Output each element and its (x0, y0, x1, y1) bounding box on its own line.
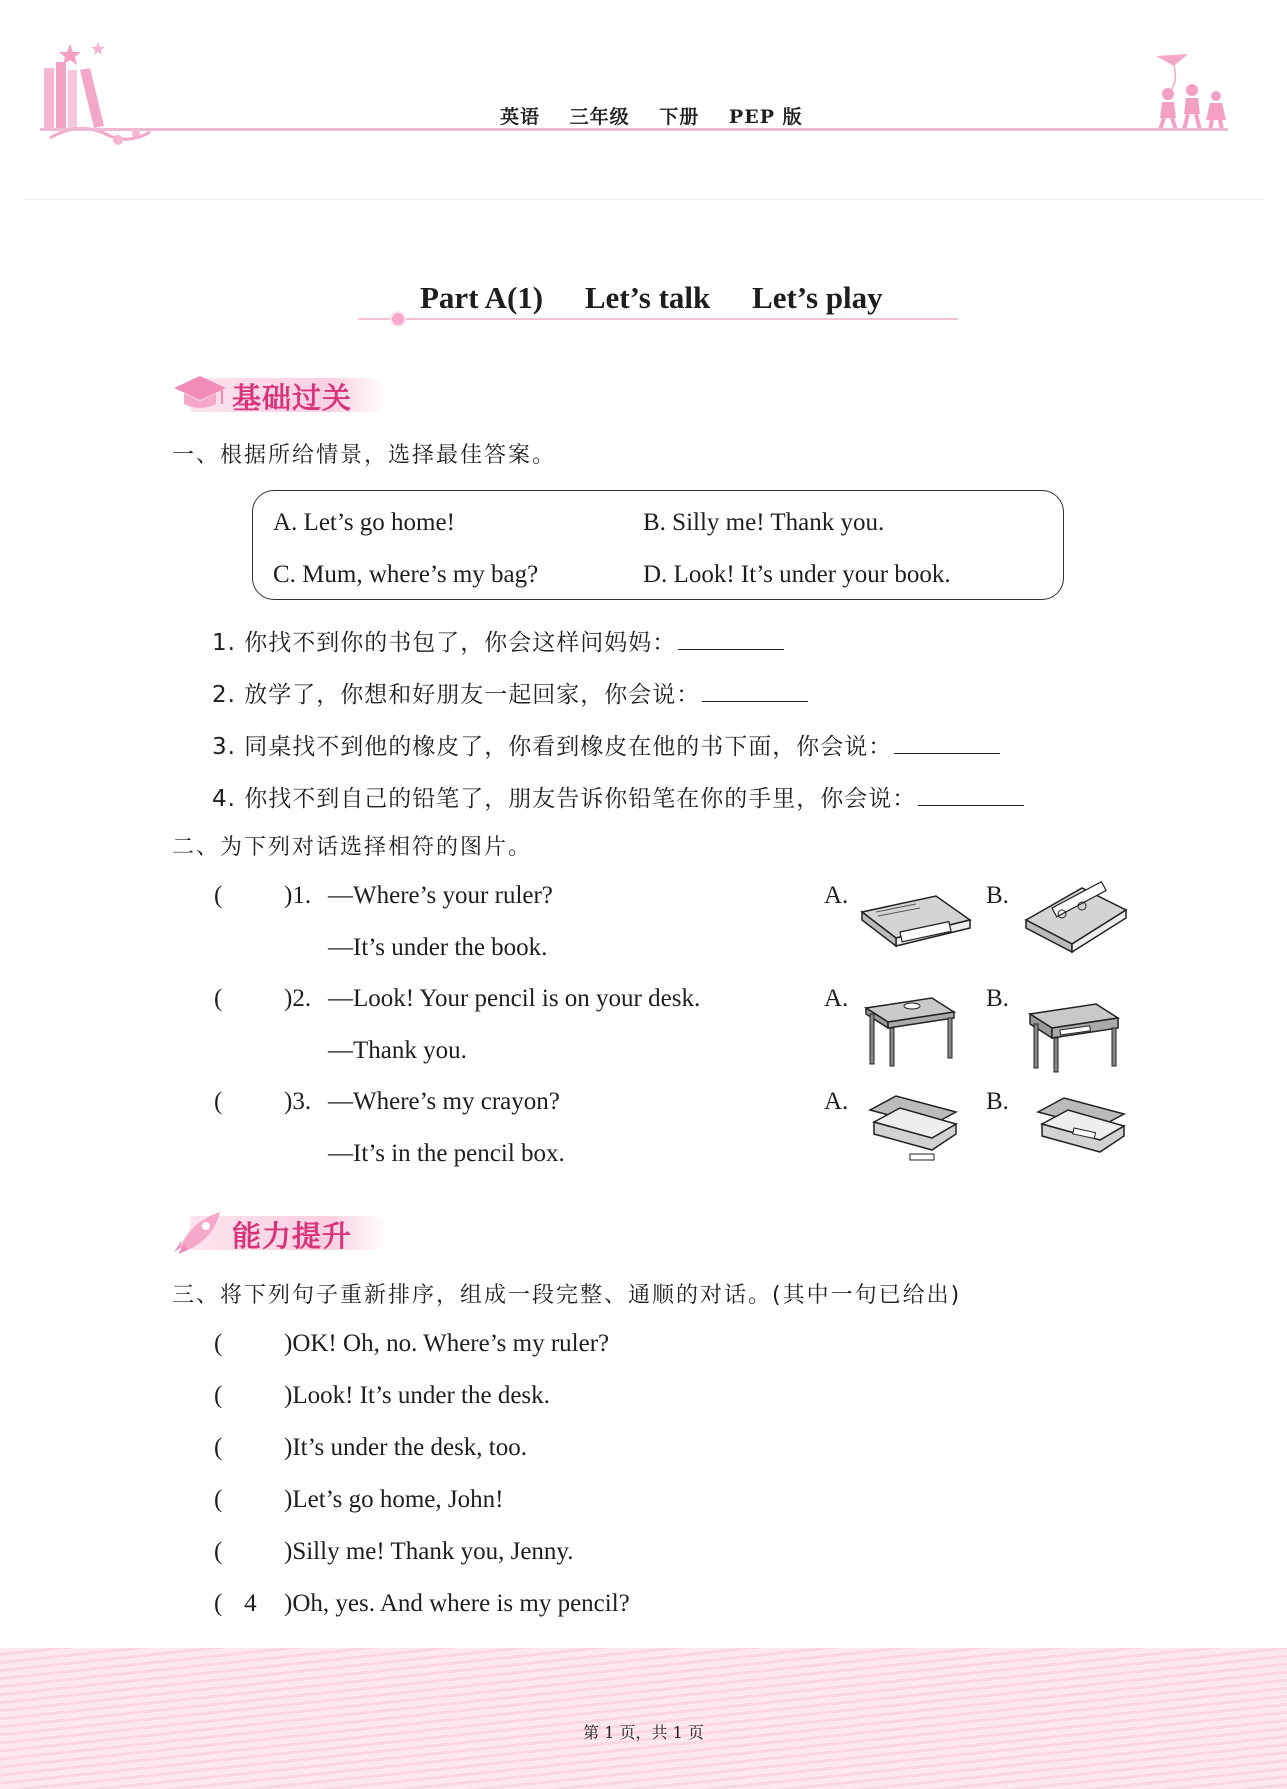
paren-open: ( (214, 1330, 223, 1357)
q2-item-2-line1: —Look! Your pencil is on your desk. (328, 985, 701, 1012)
q1-item-2 (212, 676, 808, 709)
pencil-box-crayon-outside-icon (866, 1090, 962, 1166)
paren-open: ( (214, 1590, 223, 1617)
q3-item-1-paren[interactable] (214, 1330, 278, 1358)
q2-item-1-num: )1. (284, 882, 312, 909)
q2-item-2-label-a: A. (824, 985, 849, 1012)
option-b: B. Silly me! Thank you. (643, 509, 885, 536)
q3-item-3-text: )It’s under the desk, too. (284, 1434, 528, 1461)
q2-item-3-num: )3. (284, 1088, 312, 1115)
section-basic-title: 基础过关 (232, 381, 353, 415)
answer-blank[interactable] (918, 786, 1024, 806)
q2-item-3-pic-b[interactable] (1034, 1092, 1130, 1172)
paren-open: ( (214, 1088, 223, 1115)
part-title-play: Let’s play (752, 280, 883, 315)
q3-item-1-text: )OK! Oh, no. Where’s my ruler? (284, 1330, 610, 1357)
ruler-on-book-icon (1022, 880, 1132, 956)
q1-item-4 (212, 780, 1024, 813)
q2-item-3-paren[interactable] (214, 1088, 278, 1116)
q1-item-4-text: 4. 你找不到自己的铅笔了，朋友告诉你铅笔在你的手里，你会说： (212, 786, 917, 812)
header-subject: 英语 (500, 106, 541, 128)
q3-item-5-text: )Silly me! Thank you, Jenny. (284, 1538, 574, 1565)
section-advanced-header (170, 1208, 400, 1254)
q2-item-1-label-b: B. (986, 882, 1009, 909)
paren-open: ( (214, 1382, 223, 1409)
header-title (500, 102, 825, 129)
q3-item-5-paren[interactable] (214, 1538, 278, 1566)
q2-item-1-line1: —Where’s your ruler? (328, 882, 553, 909)
part-title (420, 280, 883, 316)
desk-pencil-on-icon (862, 986, 958, 1068)
section-basic-header (170, 370, 400, 416)
part-title-underline (358, 318, 958, 320)
footer-band (0, 1648, 1287, 1789)
books-stars-icon (40, 40, 160, 150)
page-info: 第 1 页，共 1 页 (583, 1723, 704, 1742)
q3-heading: 三、将下列句子重新排序，组成一段完整、通顺的对话。(其中一句已给出) (172, 1283, 962, 1308)
q2-item-3-pic-a[interactable] (866, 1090, 962, 1170)
q2-item-3-label-a: A. (824, 1088, 849, 1115)
option-a: A. Let’s go home! (273, 509, 455, 536)
q3-item-4-text: )Let’s go home, John! (284, 1486, 504, 1513)
header-divider (40, 128, 1228, 131)
part-title-part: Part A(1) (420, 280, 544, 315)
q3-item-3-paren[interactable] (214, 1434, 278, 1462)
q3-item-2-paren[interactable] (214, 1382, 278, 1410)
header-decoration-left (40, 40, 160, 150)
q2-item-1-pic-b[interactable] (1022, 880, 1132, 960)
answer-blank[interactable] (702, 682, 808, 702)
q2-item-3-line1: —Where’s my crayon? (328, 1088, 560, 1115)
q2-item-1-paren[interactable] (214, 882, 278, 910)
answer-blank[interactable] (894, 734, 1000, 754)
q1-heading: 一、根据所给情景，选择最佳答案。 (172, 443, 557, 468)
q1-item-3 (212, 728, 1000, 761)
q2-item-1-label-a: A. (824, 882, 849, 909)
paren-open: ( (214, 882, 223, 909)
part-title-talk: Let’s talk (584, 280, 711, 315)
q3-item-4-paren[interactable] (214, 1486, 278, 1514)
paren-open: ( (214, 1538, 223, 1565)
part-title-dot (390, 311, 406, 327)
q2-item-2-paren[interactable] (214, 985, 278, 1013)
q1-item-1 (212, 624, 784, 657)
option-d: D. Look! It’s under your book. (643, 561, 951, 588)
pencil-box-crayon-inside-icon (1034, 1092, 1130, 1168)
q2-item-2-num: )2. (284, 985, 312, 1012)
header-grade: 三年级 (569, 106, 630, 128)
paren-open: ( (214, 1434, 223, 1461)
option-c: C. Mum, where’s my bag? (273, 561, 539, 588)
answer-blank[interactable] (678, 630, 784, 650)
header-edition: PEP 版 (728, 106, 803, 128)
q2-item-3-label-b: B. (986, 1088, 1009, 1115)
children-kite-icon (1148, 52, 1238, 132)
header-thin-divider (24, 199, 1264, 200)
paren-open: ( (214, 1486, 223, 1513)
q2-item-2-pic-b[interactable] (1026, 992, 1122, 1078)
q2-heading: 二、为下列对话选择相符的图片。 (172, 835, 533, 860)
q1-item-2-text: 2. 放学了，你想和好朋友一起回家，你会说： (212, 682, 701, 708)
q2-item-2-line2: —Thank you. (328, 1037, 467, 1064)
graduation-cap-icon (170, 370, 230, 416)
header-decoration-right (1148, 52, 1238, 132)
q1-item-3-text: 3. 同桌找不到他的橡皮了，你看到橡皮在他的书下面，你会说： (212, 734, 893, 760)
q2-item-2-pic-a[interactable] (862, 986, 958, 1072)
q1-item-1-text: 1. 你找不到你的书包了，你会这样问妈妈： (212, 630, 677, 656)
paren-open: ( (214, 985, 223, 1012)
q2-item-1-pic-a[interactable] (856, 886, 976, 960)
q3-item-6-text: )Oh, yes. And where is my pencil? (284, 1590, 630, 1617)
rocket-icon (170, 1208, 230, 1254)
answer-slot: 4 (244, 1590, 257, 1617)
ruler-under-book-icon (856, 886, 976, 956)
q2-item-2-label-b: B. (986, 985, 1009, 1012)
q2-item-1-line2: —It’s under the book. (328, 934, 548, 961)
q3-item-6-paren[interactable] (214, 1590, 278, 1618)
options-box (252, 490, 1064, 600)
q3-item-2-text: )Look! It’s under the desk. (284, 1382, 550, 1409)
desk-pencil-in-icon (1026, 992, 1122, 1074)
header-volume: 下册 (659, 106, 700, 128)
q2-item-3-line2: —It’s in the pencil box. (328, 1140, 565, 1167)
section-advanced-title: 能力提升 (232, 1219, 353, 1253)
